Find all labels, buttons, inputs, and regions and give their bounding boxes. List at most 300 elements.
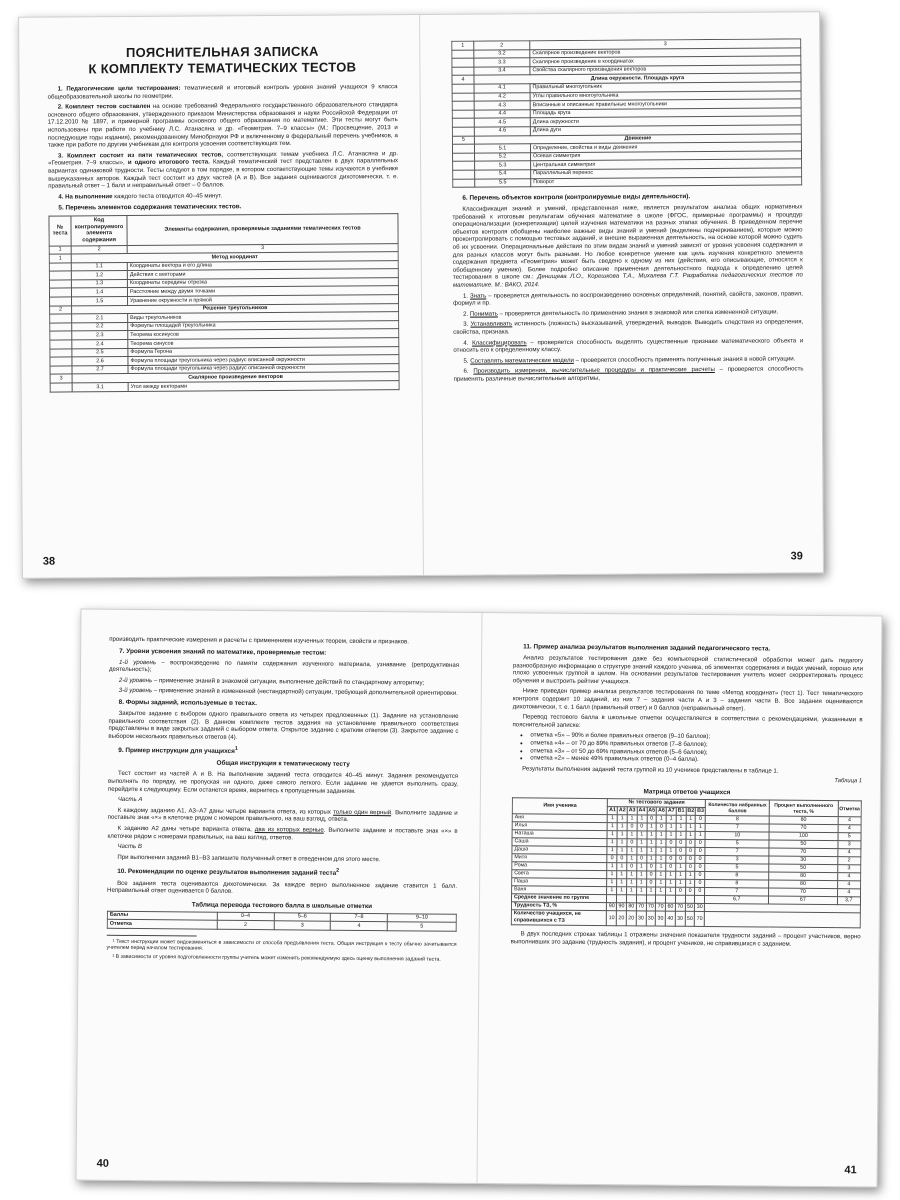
answer-cell: 1 (636, 887, 646, 895)
answer-cell: 1 (686, 816, 696, 824)
answer-cell: 0 (695, 848, 705, 856)
answer-cell: 0 (685, 888, 695, 896)
answer-cell: 1 (685, 872, 695, 880)
value-cell: 0–4 (217, 912, 274, 921)
answer-cell: 0 (637, 855, 647, 863)
answer-cell: 0 (666, 863, 676, 871)
answer-cell: 1 (656, 847, 666, 855)
answer-cell: 1 (627, 871, 637, 879)
answer-cell: 0 (647, 815, 657, 823)
table-index-cell: 1 (49, 245, 71, 254)
empty-cell (49, 263, 71, 272)
empty-cell (49, 271, 71, 280)
element-text-cell: Площадь круга (530, 108, 801, 118)
answer-cell: 1 (607, 871, 617, 879)
row-label-cell: Отметка (107, 920, 217, 930)
answer-cell: 0 (607, 855, 617, 863)
answer-cell: 0 (627, 823, 637, 831)
empty-cell (50, 331, 72, 340)
answer-cell: 1 (686, 824, 696, 832)
element-text-cell: Свойства скалярного произведения векторов (530, 65, 801, 75)
element-code-cell: 1.1 (71, 262, 127, 271)
element-text-cell: Скалярное произведение векторов (530, 47, 801, 57)
percent-cell: 100 (769, 832, 837, 841)
answer-cell: 0 (695, 880, 705, 888)
empty-cell (453, 153, 475, 162)
answer-cell: 1 (617, 887, 627, 895)
content-elements-table (48, 213, 399, 392)
element-text-cell: Длина дуги (530, 125, 801, 135)
section-5-title: 5. Перечень элементов содержания тематических тестов. (58, 203, 242, 212)
score-cell: 8 (705, 872, 769, 881)
answer-cell: 1 (676, 816, 686, 824)
value-cell: 5–6 (274, 912, 331, 921)
answer-cell: 0 (696, 816, 706, 824)
levels-list (109, 658, 459, 697)
title-line-1: ПОЯСНИТЕЛЬНАЯ ЗАПИСКА (125, 43, 319, 61)
empty-cell (49, 280, 71, 289)
score-cell: 10 (705, 832, 769, 841)
section-11-title: 11. Пример анализа результатов выполнения заданий педагогического теста. (523, 643, 771, 653)
difficulty-cell: 60 (667, 903, 674, 911)
instruction-subtitle: Общая инструкция к тематическому тесту (216, 760, 350, 769)
table-row (50, 381, 399, 392)
element-text-cell: Координаты вектора и его длина (127, 260, 398, 270)
section-11-p4: Результаты выполнения заданий теста группой из 10 учеников представлены в таблице 1. (522, 765, 779, 775)
answer-cell: 1 (666, 815, 676, 823)
empty-cell (452, 67, 474, 76)
activity-list (453, 290, 804, 383)
section-6-title: 6. Перечень объектов контроля (контролируемые виды деятельности). (462, 193, 691, 202)
empty-cell (636, 895, 646, 903)
element-text-cell: Формула Герона (128, 346, 399, 356)
empty-cell (453, 170, 475, 179)
score-cell: 5 (705, 864, 769, 873)
topic-title-cell: Скалярное произведение векторов (72, 372, 399, 383)
fail-cell: 30 (646, 911, 656, 926)
footnote-2: ² В зависимости от уровня подготовленности группы учитель может изменить рекомендуемую здесь оценку выполнения заданий теста. (112, 953, 441, 963)
answer-cell: 0 (695, 856, 705, 864)
section-11-p1: Анализ результатов тестирования даже без компьютерной статистической обработки может дать педагогу разнообразную информацию о структуре знаний каждого ученика, об элементах содержания и видах умений, хорошо или плохо усвоенных группой в целом. На основании результатов тестирования учитель может скорректировать процесс обучения и выстроить рейтинг учащихся. (512, 654, 864, 686)
element-code-cell: 2.7 (72, 365, 128, 374)
empty-cell (50, 357, 72, 366)
answer-cell: 1 (627, 879, 637, 887)
empty-cell (50, 340, 72, 349)
page-number: 39 (790, 550, 803, 563)
mark-cell: 4 (837, 849, 861, 857)
answer-cell: 1 (656, 871, 666, 879)
element-code-cell: 2.6 (72, 357, 128, 366)
answer-cell: 0 (666, 839, 676, 847)
topic-title-cell: Решение треугольников (72, 303, 399, 314)
answer-cell: 1 (647, 823, 657, 831)
mark-cell: 4 (837, 881, 861, 889)
instruction-p2: К каждому заданию А1, А3–А7 даны четыре варианта ответа, из которых только один верный. Выполните задание и поставьте знак «×» в клеточке рядом с номером правильного, на ваш взгляд, ответа. (107, 806, 458, 824)
element-code-cell: 5.2 (475, 152, 531, 161)
element-code-cell: 2.3 (72, 331, 128, 340)
element-code-cell: 2.4 (72, 340, 128, 349)
section-10-text: Все задания теста оцениваются дихотомически. За каждое верно выполненное задание ставится 1 балл. Неправильный ответ оценивается 0 баллов. (107, 879, 458, 895)
answer-cell: 1 (646, 847, 656, 855)
header-item: В1 (677, 808, 685, 815)
answer-cell: 0 (686, 848, 696, 856)
answer-cell: 1 (666, 847, 676, 855)
answer-cell: 1 (627, 815, 637, 823)
element-text-cell: Координаты середины отрезка (127, 278, 398, 288)
element-code-cell: 4.2 (474, 92, 530, 101)
mark-cell: 4 (838, 825, 862, 833)
student-name-cell: Митя (512, 854, 607, 863)
percent-cell: 70 (769, 888, 837, 897)
empty-cell (453, 179, 475, 188)
header-item: А4 (638, 807, 646, 814)
answer-cell: 0 (676, 856, 686, 864)
difficulty-cell: 70 (677, 904, 684, 911)
fail-cell: 40 (665, 911, 675, 926)
average-label-cell: Среднее значение по группе (511, 894, 606, 903)
section-11-p3: Перевод тестового балла в школьные отметки осуществляется в соответствии с рекомендациями, указанными в пояснительной записке: (512, 713, 863, 729)
title-line-2: К КОМПЛЕКТУ ТЕМАТИЧЕСКИХ ТЕСТОВ (88, 59, 357, 77)
conversion-table-caption: Таблица перевода тестового балла в школьные отметки (191, 901, 373, 910)
answer-cell: 1 (676, 832, 686, 840)
table-index-cell: 3 (127, 243, 398, 253)
test-number-cell: 4 (452, 75, 474, 84)
level-item: 2-й уровень – применение знаний в знакомой ситуации, выполнение действий по стандартному алгоритму; (118, 676, 425, 687)
student-name-cell: Даша (512, 846, 607, 855)
element-code-cell: 4.3 (474, 101, 530, 110)
answer-cell: 0 (646, 879, 656, 887)
mark-cell: 2 (837, 857, 861, 865)
element-code-cell: 2.1 (72, 314, 128, 323)
header-item: В3 (697, 808, 704, 815)
element-text-cell: Центральная симметрия (531, 159, 802, 169)
element-code-cell: 4.5 (474, 118, 530, 127)
matrix-title: Матрица ответов учащихся (643, 788, 731, 797)
element-text-cell: Теорема синусов (128, 338, 399, 348)
score-cell: 7 (705, 824, 769, 833)
section-9-title: 9. Пример инструкции для учащихся$^1$ (118, 746, 238, 756)
empty-cell (452, 93, 474, 102)
header-item: В2 (687, 808, 695, 815)
average-value-cell: 3,7 (837, 897, 861, 905)
answer-cell: 0 (686, 840, 696, 848)
empty-cell (50, 383, 72, 392)
difficulty-cell: 70 (647, 903, 654, 910)
page-39 (419, 12, 823, 575)
answer-cell: 1 (646, 855, 656, 863)
empty-cell (452, 58, 474, 67)
answer-cell: 1 (675, 880, 685, 888)
header-item: А6 (658, 807, 665, 814)
average-value-cell: 6,7 (705, 896, 769, 905)
answer-cell: 1 (607, 887, 617, 895)
activity-item: 4. Классифицировать – проверяется способность выделять существенные признаки математического объекта и относить его к определенному классу. (453, 336, 804, 354)
grade-bullet: • отметка «5» – 90% и более правильных ответов (9–10 баллов); (530, 732, 862, 742)
answer-cell: 1 (666, 831, 676, 839)
answer-cell: 1 (607, 831, 617, 839)
element-text-cell: Скалярное произведение в координатах (530, 56, 801, 66)
score-cell: 7 (705, 888, 769, 897)
fail-cell: 30 (675, 912, 685, 927)
paragraph-3: 3. Комплект состоит из пяти тематических тестов, соответствующих темам учебника Л.С. Атанасяна и др. «Геометрия. 7–9 классы», и одного итогового теста. Каждый тематический тест представлен в двух параллельных вариантах одинаковой трудности. Тесты следуют в том порядке, в котором соответствующие темы изучаются в учебнике вышеуказанных авторов. Каждый тест состоит из двух частей (А и В). Все задания оцениваются дихотомически, т. е. правильный ответ – 1 балл и неправильный ответ – 0 баллов. (48, 149, 399, 190)
section-11-p5: В двух последних строках таблицы 1 отражены значения показателя трудности заданий – процент участников, верно выполнивших это задание (трудность задания), и процент учеников, не справившихся с заданием. (510, 930, 861, 948)
percent-cell: 70 (769, 824, 837, 833)
table-header: Код контролируемого элемента содержания (71, 216, 127, 246)
page-number: 38 (42, 555, 56, 568)
empty-cell (50, 323, 72, 332)
part-b-label: Часть В (117, 843, 143, 851)
answer-cell: 0 (627, 863, 637, 871)
answer-cell: 1 (636, 879, 646, 887)
empty-cell (452, 118, 474, 127)
difficulty-cell: 50 (686, 904, 693, 911)
empty-cell (666, 895, 676, 903)
empty-cell (50, 314, 72, 323)
grade-bullet: • отметка «3» – от 50 до 69% правильных ответов (5–6 баллов); (530, 747, 862, 757)
test-number-cell: 5 (452, 136, 474, 145)
answer-cell: 1 (685, 880, 695, 888)
element-code-cell: 4.1 (474, 84, 530, 93)
difficulty-cell: 80 (628, 903, 635, 910)
element-text-cell: Правильный многоугольник (530, 82, 801, 92)
page-number: 40 (96, 1157, 109, 1170)
section-8-text: Закрытое задание с выбором одного правильного ответа из четырех предложенных (1). Задание на установление правильного соответствия (2). В данном комплекте тестов задания на установление правильного соответствия представлены в виде закрытых заданий с выбором ответа. Открытое задание с кратким ответом (3). Закрытое задание с выбором нескольких правильных ответов (4). (108, 709, 459, 741)
answer-cell: 1 (695, 832, 705, 840)
element-text-cell: Формулы площадей треугольника (128, 321, 399, 331)
content-elements-table-continued (451, 38, 802, 188)
fail-cell: 20 (626, 911, 636, 926)
answer-cell: 1 (656, 863, 666, 871)
topic-title-cell: Длина окружности. Площадь круга (474, 73, 801, 84)
element-text-cell: Действия с векторами (127, 269, 398, 279)
element-code-cell: 3.1 (72, 383, 128, 392)
table-header: Элементы содержания, проверяемые заданиями тематических тестов (127, 214, 398, 245)
answer-cell: 0 (695, 872, 705, 880)
activity-item: 2. Понимать – проверяется деятельность по применению знания в знакомой или слегка измененной ситуации. (463, 308, 779, 318)
percent-cell: 50 (769, 840, 837, 849)
answer-matrix-table (511, 798, 862, 929)
topic-title-cell: Движение (474, 133, 801, 144)
empty-cell (452, 84, 474, 93)
header-name: Имя ученика (512, 798, 608, 815)
answer-cell: 1 (656, 815, 666, 823)
answer-cell: 1 (637, 839, 647, 847)
student-name-cell: Ваня (512, 886, 607, 895)
percent-cell: 80 (769, 816, 837, 825)
continued-paragraph: производить практические измерения и расчеты с применением изученных теорем, свойств и признаков. (109, 635, 409, 646)
bottom-book-spread (76, 609, 883, 1188)
table-body (452, 47, 802, 187)
topic-title-cell: Метод координат (71, 252, 398, 263)
element-text-cell: Вписанные и описанные правильные многоугольники (530, 99, 801, 109)
empty-cell (626, 895, 636, 903)
score-cell: 5 (705, 840, 769, 849)
test-number-cell: 1 (49, 254, 71, 263)
answer-cell: 1 (676, 872, 686, 880)
answer-cell: 0 (685, 856, 695, 864)
element-code-cell: 3.4 (474, 67, 530, 76)
answer-cell: 1 (627, 847, 637, 855)
fail-cell: 50 (685, 912, 695, 927)
answer-cell: 1 (666, 887, 676, 895)
difficulty-cell: 90 (608, 903, 615, 910)
answer-cell: 1 (617, 815, 627, 823)
answer-cell: 1 (627, 831, 637, 839)
element-text-cell: Формула площади треугольника через радиус вписанной окружности (128, 355, 399, 365)
activity-item: 1. Знать – проверяется деятельность по воспроизведению основных определений, понятий, свойств, законов, правил, формул и пр. (453, 289, 804, 307)
header-item: А3 (628, 807, 636, 814)
answer-cell: 1 (617, 871, 627, 879)
answer-cell: 1 (607, 879, 617, 887)
fail-cell: 30 (656, 911, 666, 926)
table-row (107, 920, 456, 932)
answer-cell: 1 (608, 815, 618, 823)
activity-item: 3. Устанавливать истинность (ложность) высказываний, утверждений, выводов. Выводить следствия из определения, свойства, признака. (453, 318, 804, 336)
difficulty-cell: 70 (638, 903, 645, 910)
element-text-cell: Определение, свойства и виды движения (530, 142, 801, 152)
element-text-cell: Теорема косинусов (128, 329, 399, 339)
table-index-cell: 2 (474, 41, 530, 50)
student-name-cell: Света (512, 870, 607, 879)
percent-cell: 80 (769, 880, 837, 889)
difficulty-cell: 70 (657, 903, 664, 910)
empty-cell (646, 895, 656, 903)
value-cell: 7–8 (331, 913, 388, 922)
empty-cell (50, 297, 72, 306)
fail-label-cell: Количество учащихся, не справившихся с ТЗ (511, 910, 607, 926)
average-value-cell: 67 (769, 896, 837, 905)
answer-cell: 1 (607, 823, 617, 831)
score-cell: 8 (705, 880, 769, 889)
answer-cell: 1 (666, 823, 676, 831)
element-code-cell: 5.5 (475, 178, 531, 187)
answer-cell: 0 (646, 871, 656, 879)
page-number: 41 (844, 1164, 857, 1177)
conversion-table (107, 910, 457, 931)
row-label-cell: Баллы (107, 911, 217, 921)
empty-cell (675, 896, 685, 904)
answer-cell: 1 (607, 847, 617, 855)
footnote-divider (107, 935, 197, 937)
test-number-cell: 2 (50, 306, 72, 315)
answer-cell: 1 (676, 824, 686, 832)
answer-cell: 1 (686, 832, 696, 840)
empty-cell (452, 144, 474, 153)
element-code-cell: 5.4 (475, 170, 531, 179)
student-name-cell: Илья (512, 822, 607, 831)
percent-cell: 70 (769, 848, 837, 857)
answer-cell: 0 (656, 823, 666, 831)
value-cell: 2 (217, 921, 274, 930)
empty-cell (452, 101, 474, 110)
empty-cell (50, 366, 72, 375)
element-code-cell: 5.3 (475, 161, 531, 170)
student-name-cell: Саша (512, 838, 607, 847)
element-code-cell: 2.2 (72, 322, 128, 331)
fail-cell: 70 (695, 912, 705, 927)
footnote-1: ¹ Текст инструкции может видоизменяться в зависимости от способа предъявления теста. Общая инструкция к тесту обычно зачитывается учителем перед началом тестирования. (106, 938, 457, 952)
value-cell: 3 (274, 921, 331, 930)
paragraph-4: 4. На выполнение каждого теста отводится 40–45 минут. (58, 192, 223, 201)
answer-cell: 0 (617, 855, 627, 863)
element-text-cell: Виды треугольников (128, 312, 399, 322)
part-a-label: Часть А (117, 796, 143, 804)
empty-cell (685, 896, 695, 904)
answer-cell: 0 (685, 864, 695, 872)
element-text-cell: Длина окружности (530, 116, 801, 126)
element-code-cell: 1.5 (72, 297, 128, 306)
answer-cell: 1 (646, 887, 656, 895)
answer-cell: 1 (626, 887, 636, 895)
element-text-cell: Расстояние между двумя точками (127, 286, 398, 296)
table-index-cell: 1 (452, 41, 474, 50)
element-code-cell: 1.3 (71, 279, 127, 288)
value-cell: 5 (387, 922, 456, 931)
header-item: А2 (618, 807, 626, 814)
answer-cell: 1 (656, 887, 666, 895)
level-item: 3-й уровень – применение знаний в измененной (нестандартной) ситуации, требующей дополнительной ориентировки. (118, 687, 458, 698)
header-item: А7 (667, 807, 675, 815)
answer-cell: 1 (637, 831, 647, 839)
mark-cell: 3 (837, 841, 861, 849)
table-body (49, 252, 399, 392)
header-score: Количество набранных баллов (705, 800, 769, 817)
section-11-p2: Ниже приведен пример анализа результатов тестирования по теме «Метод координат» (тест 1). Тест тематического контроля содержит 10 заданий, из них 7 – задания части А и 3 – задания части В. Все задания оцениваются дихотомически, т. е. 1 балл (правильный ответ) и 0 баллов (неправильный ответ). (512, 687, 863, 712)
empty-cell (49, 288, 71, 297)
empty-cell (452, 50, 474, 59)
element-text-cell: Углы правильного многоугольника (530, 90, 801, 100)
empty-cell (704, 912, 860, 928)
element-code-cell: 4.4 (474, 109, 530, 118)
test-number-cell: 3 (50, 374, 72, 383)
element-code-cell: 1.4 (71, 288, 127, 297)
answer-cell: 0 (695, 840, 705, 848)
mark-cell: 3 (837, 865, 861, 873)
element-code-cell: 4.6 (474, 127, 530, 136)
answer-cell: 1 (607, 839, 617, 847)
answer-cell: 1 (617, 863, 627, 871)
score-cell: 3 (705, 856, 769, 865)
student-name-cell: Аня (512, 814, 607, 823)
empty-cell (695, 896, 705, 904)
mark-cell: 4 (837, 873, 861, 881)
level-item: 1-й уровень – воспроизведение по памяти содержания изученного материала, узнавание (репродуктивная деятельность); (108, 658, 460, 674)
answer-cell: 1 (617, 847, 627, 855)
answer-cell: 1 (656, 879, 666, 887)
answer-cell: 1 (666, 879, 676, 887)
element-code-cell: 3.3 (474, 58, 530, 67)
element-text-cell: Поворот (531, 176, 802, 186)
element-text-cell: Параллельный перенос (531, 168, 802, 178)
difficulty-cell: 90 (618, 903, 625, 910)
answer-cell: 1 (617, 831, 627, 839)
answer-cell: 0 (695, 888, 705, 896)
page-41 (477, 613, 882, 1186)
element-text-cell: Угол между векторами (128, 381, 399, 391)
percent-cell: 80 (769, 872, 837, 881)
section-7-title: 7. Уровни усвоения знаний по математике, проверяемые тестом: (119, 647, 327, 657)
empty-cell (50, 349, 72, 358)
difficulty-label-cell: Трудность ТЗ, % (511, 902, 606, 911)
mark-cell: 5 (838, 833, 862, 841)
instruction-p3: К заданию А2 даны четыре варианта ответа, два из которых верные. Выполните задание и поставьте знак «×» в клеточке рядом с номерами правильных, на ваш взгляд, ответов. (107, 824, 458, 841)
answer-cell: 1 (666, 871, 676, 879)
answer-cell: 1 (676, 864, 686, 872)
answer-cell: 1 (636, 863, 646, 871)
score-cell: 7 (705, 848, 769, 857)
answer-cell: 0 (676, 848, 686, 856)
score-cell: 8 (705, 816, 769, 825)
